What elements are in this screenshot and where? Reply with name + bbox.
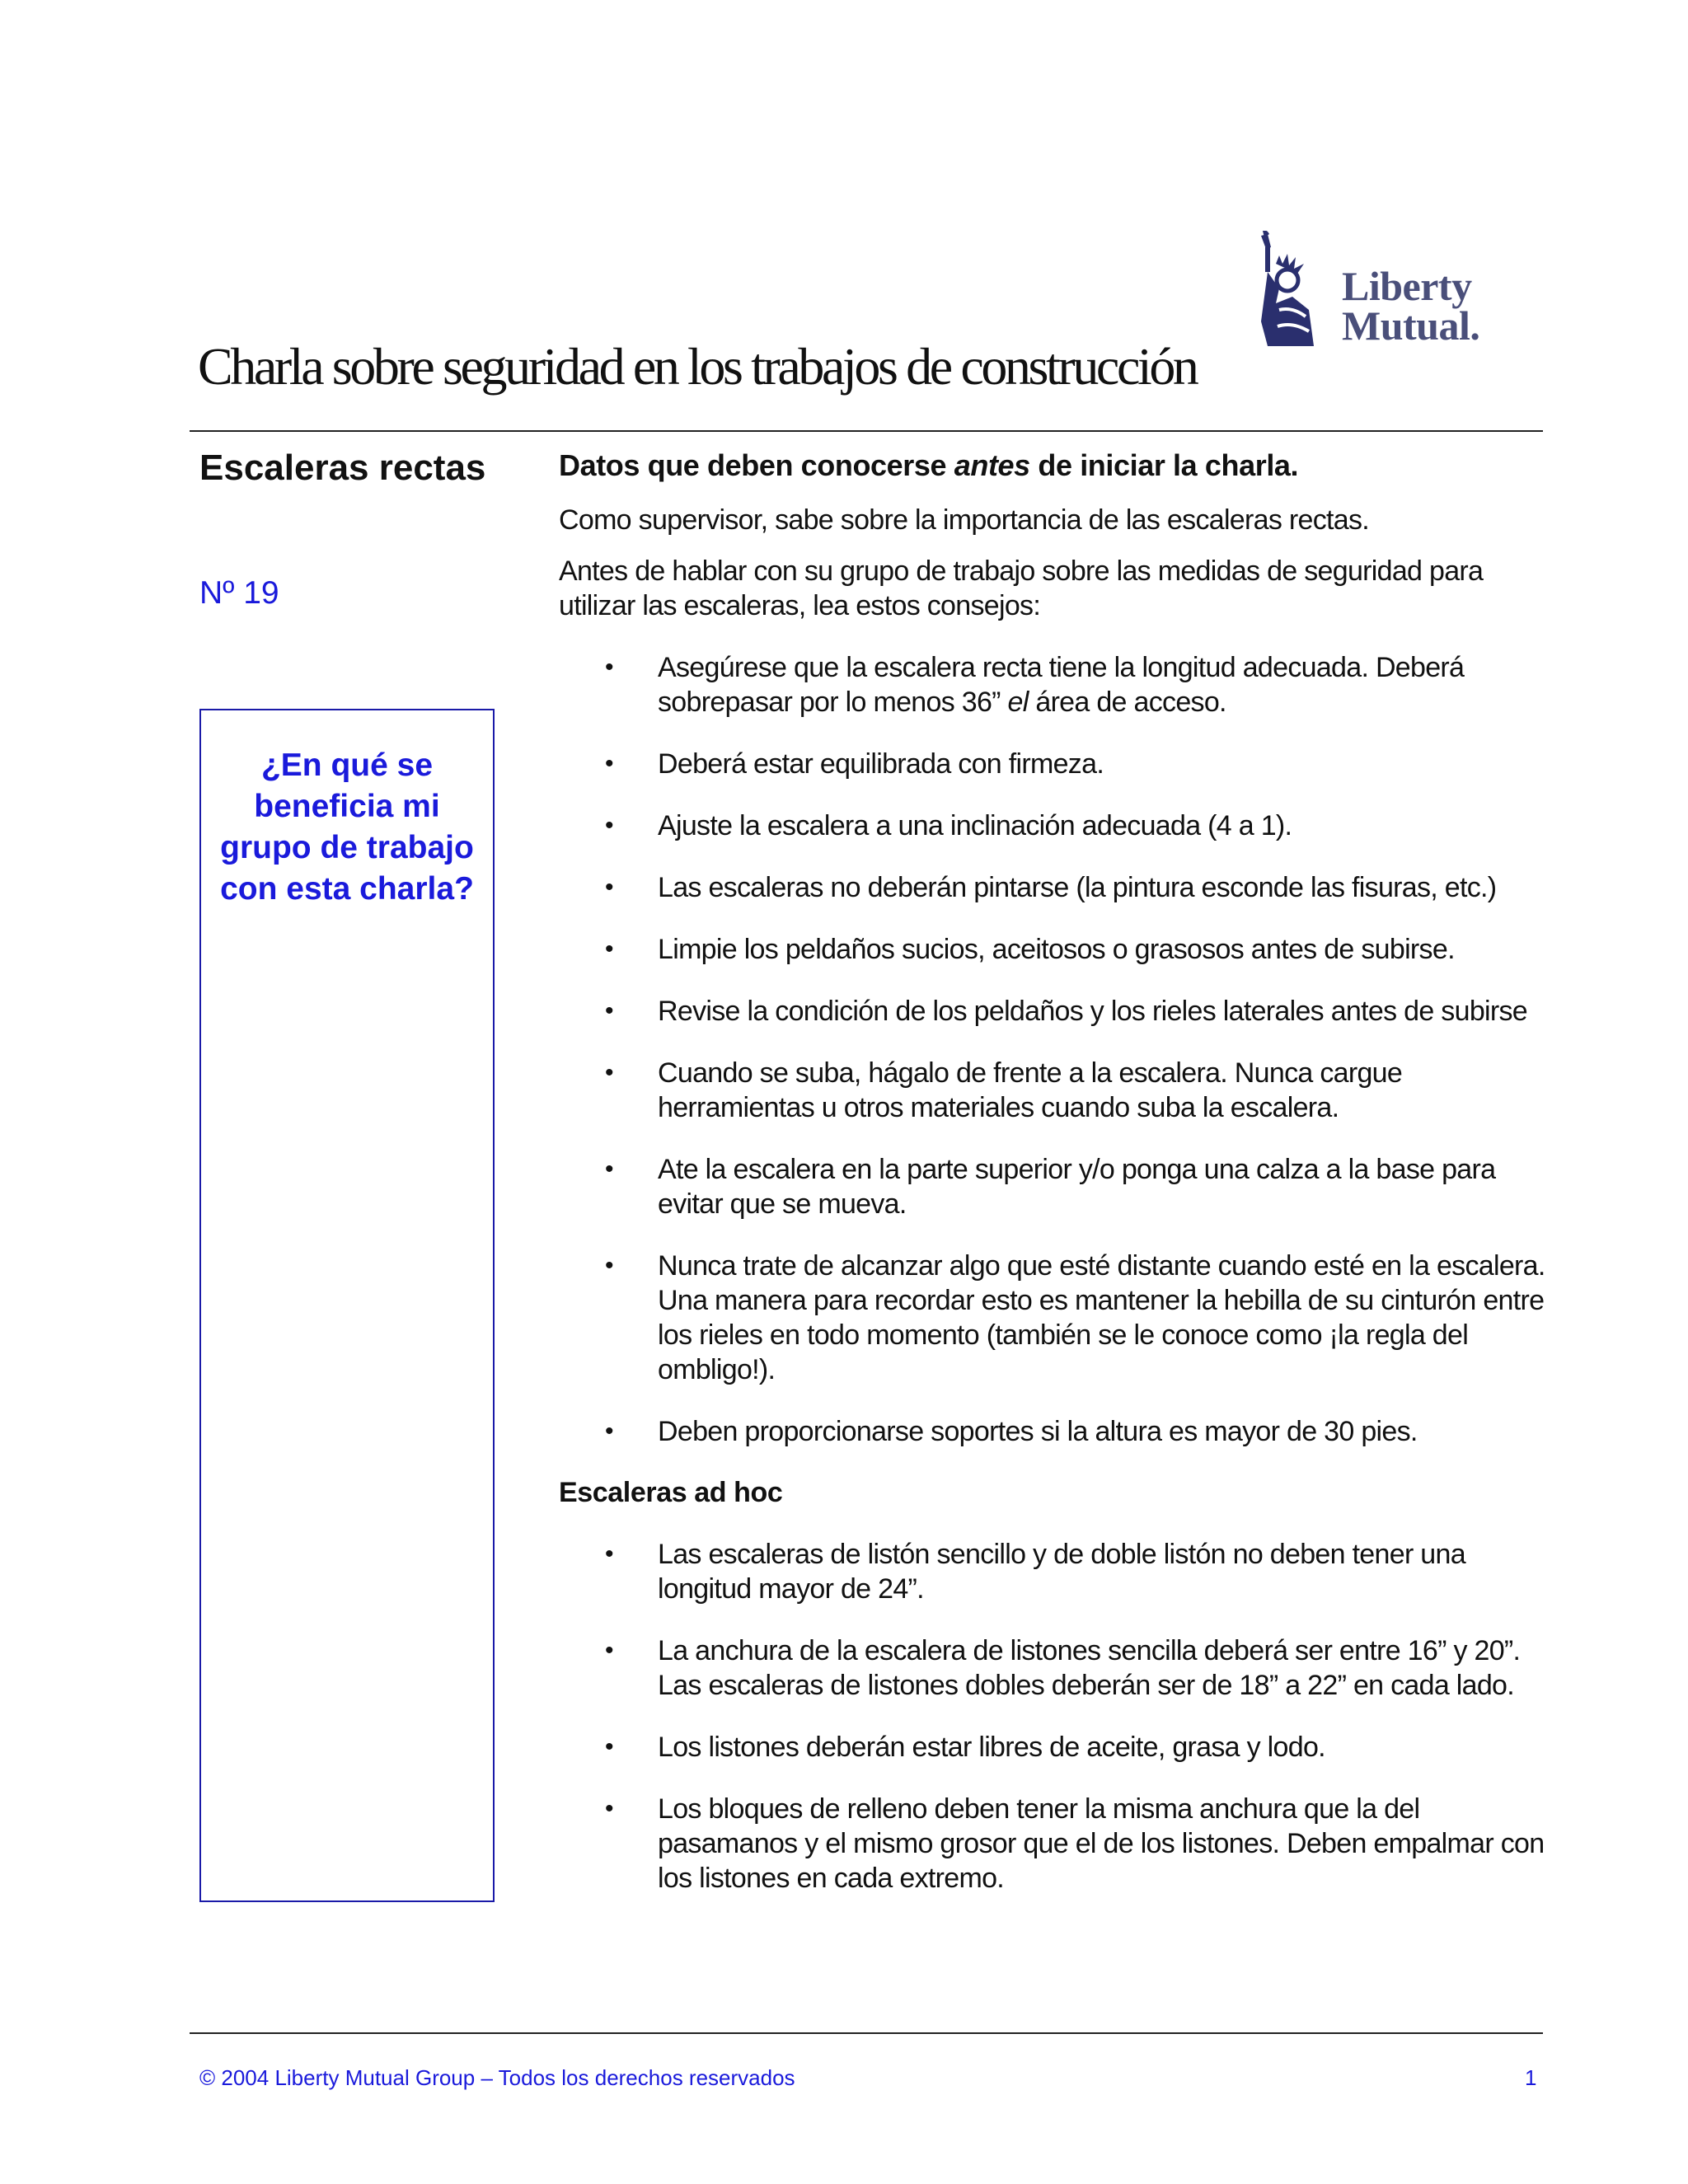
item-text-part2: área de acceso. — [1028, 687, 1226, 718]
item-text: Ajuste la escalera a una inclinación adecuada (4 a 1). — [658, 810, 1292, 841]
item-text: Las escaleras no deberán pintarse (la pintura esconde las fisuras, etc.) — [658, 872, 1497, 903]
item-text: Limpie los peldaños sucios, aceitosos o grasosos antes de subirse. — [658, 934, 1455, 965]
logo-text-line2: Mutual. — [1342, 302, 1480, 349]
bullet-icon: • — [605, 1795, 613, 1822]
bullet-icon: • — [605, 1637, 613, 1664]
item-text: Nunca trate de alcanzar algo que esté distante cuando esté en la escalera. Una manera para recordar esto es mantener la hebilla de su cinturón entre los rieles en todo momento (también se le conoce como ¡la regla del ombligo!). — [658, 1250, 1545, 1385]
item-text: Cuando se suba, hágalo de frente a la escalera. Nunca cargue herramientas u otros materiales cuando suba la escalera. — [658, 1057, 1403, 1123]
tips-list — [559, 650, 1548, 1449]
heading-part2: de iniciar la charla. — [1029, 448, 1299, 482]
list-item — [559, 1056, 1548, 1125]
bullet-icon: • — [605, 997, 613, 1024]
bullet-icon: • — [605, 1540, 613, 1568]
adhoc-list — [559, 1537, 1548, 1896]
adhoc-subheading: Escaleras ad hoc — [559, 1477, 783, 1508]
list-item — [559, 1730, 1548, 1765]
list-item — [559, 932, 1548, 967]
bullet-icon: • — [605, 750, 613, 777]
bullet-icon: • — [605, 1252, 613, 1279]
benefit-box — [199, 709, 495, 1902]
footer-copyright: © 2004 Liberty Mutual Group – Todos los derechos reservados — [199, 2065, 795, 2090]
bullet-icon: • — [605, 1733, 613, 1760]
item-text-emphasis: el — [1007, 687, 1029, 718]
main-content — [559, 445, 1548, 1896]
bullet-icon: • — [605, 812, 613, 839]
intro-paragraph-1: Como supervisor, sabe sobre la importancia de las escaleras rectas. — [559, 504, 1370, 536]
item-text: Revise la condición de los peldaños y los rieles laterales antes de subirse — [658, 996, 1528, 1027]
document-title: Charla sobre seguridad en los trabajos de construcción — [198, 337, 1197, 396]
list-item — [559, 1414, 1548, 1449]
bullet-icon: • — [605, 1059, 613, 1086]
talk-number: Nº 19 — [199, 575, 279, 611]
item-text: Las escaleras de listón sencillo y de doble listón no deben tener una longitud mayor de 24”. — [658, 1539, 1465, 1605]
list-item — [559, 1249, 1548, 1387]
list-item — [559, 1633, 1548, 1703]
bullet-icon: • — [605, 874, 613, 901]
heading-part1: Datos que deben conocerse — [559, 448, 954, 482]
statue-of-liberty-icon — [1243, 231, 1342, 354]
item-text: Deberá estar equilibrada con firmeza. — [658, 748, 1104, 780]
item-text: Los bloques de relleno deben tener la misma anchura que la del pasamanos y el mismo grosor que el de los listones. Deben empalmar con los listones en cada extremo. — [658, 1793, 1545, 1894]
list-item — [559, 1537, 1548, 1606]
content-heading — [559, 445, 1548, 486]
list-item — [559, 1792, 1548, 1896]
list-item — [559, 650, 1548, 719]
item-text: Deben proporcionarse soportes si la altura es mayor de 30 pies. — [658, 1416, 1418, 1447]
page-number: 1 — [1525, 2065, 1537, 2090]
item-text: Ate la escalera en la parte superior y/o ponga una calza a la base para evitar que se mueva. — [658, 1154, 1496, 1220]
bullet-icon: • — [605, 654, 613, 681]
logo-text-line1: Liberty — [1342, 263, 1472, 309]
intro-paragraph-2: Antes de hablar con su grupo de trabajo sobre las medidas de seguridad para utilizar las escaleras, lea estos consejos: — [559, 555, 1484, 621]
list-item — [559, 1152, 1548, 1221]
liberty-mutual-logo — [1243, 231, 1515, 354]
list-item — [559, 747, 1548, 781]
bullet-icon: • — [605, 1155, 613, 1183]
bullet-icon: • — [605, 1418, 613, 1445]
benefit-question: ¿En qué se beneficia mi grupo de trabajo con esta charla? — [220, 748, 474, 907]
heading-emphasis: antes — [954, 448, 1030, 482]
list-item — [559, 994, 1548, 1029]
list-item — [559, 870, 1548, 905]
bullet-icon: • — [605, 935, 613, 963]
list-item — [559, 808, 1548, 843]
item-text-part1: Asegúrese que la escalera recta tiene la longitud adecuada. Deberá sobrepasar por lo menos 36” — [658, 652, 1465, 718]
top-divider — [190, 430, 1543, 432]
item-text: La anchura de la escalera de listones sencilla deberá ser entre 16” y 20”. Las escaleras de listones dobles deberán ser de 18” a 22” en cada lado. — [658, 1635, 1521, 1701]
topic-title: Escaleras rectas — [199, 448, 486, 488]
item-text: Los listones deberán estar libres de aceite, grasa y lodo. — [658, 1732, 1325, 1763]
bottom-divider — [190, 2032, 1543, 2034]
